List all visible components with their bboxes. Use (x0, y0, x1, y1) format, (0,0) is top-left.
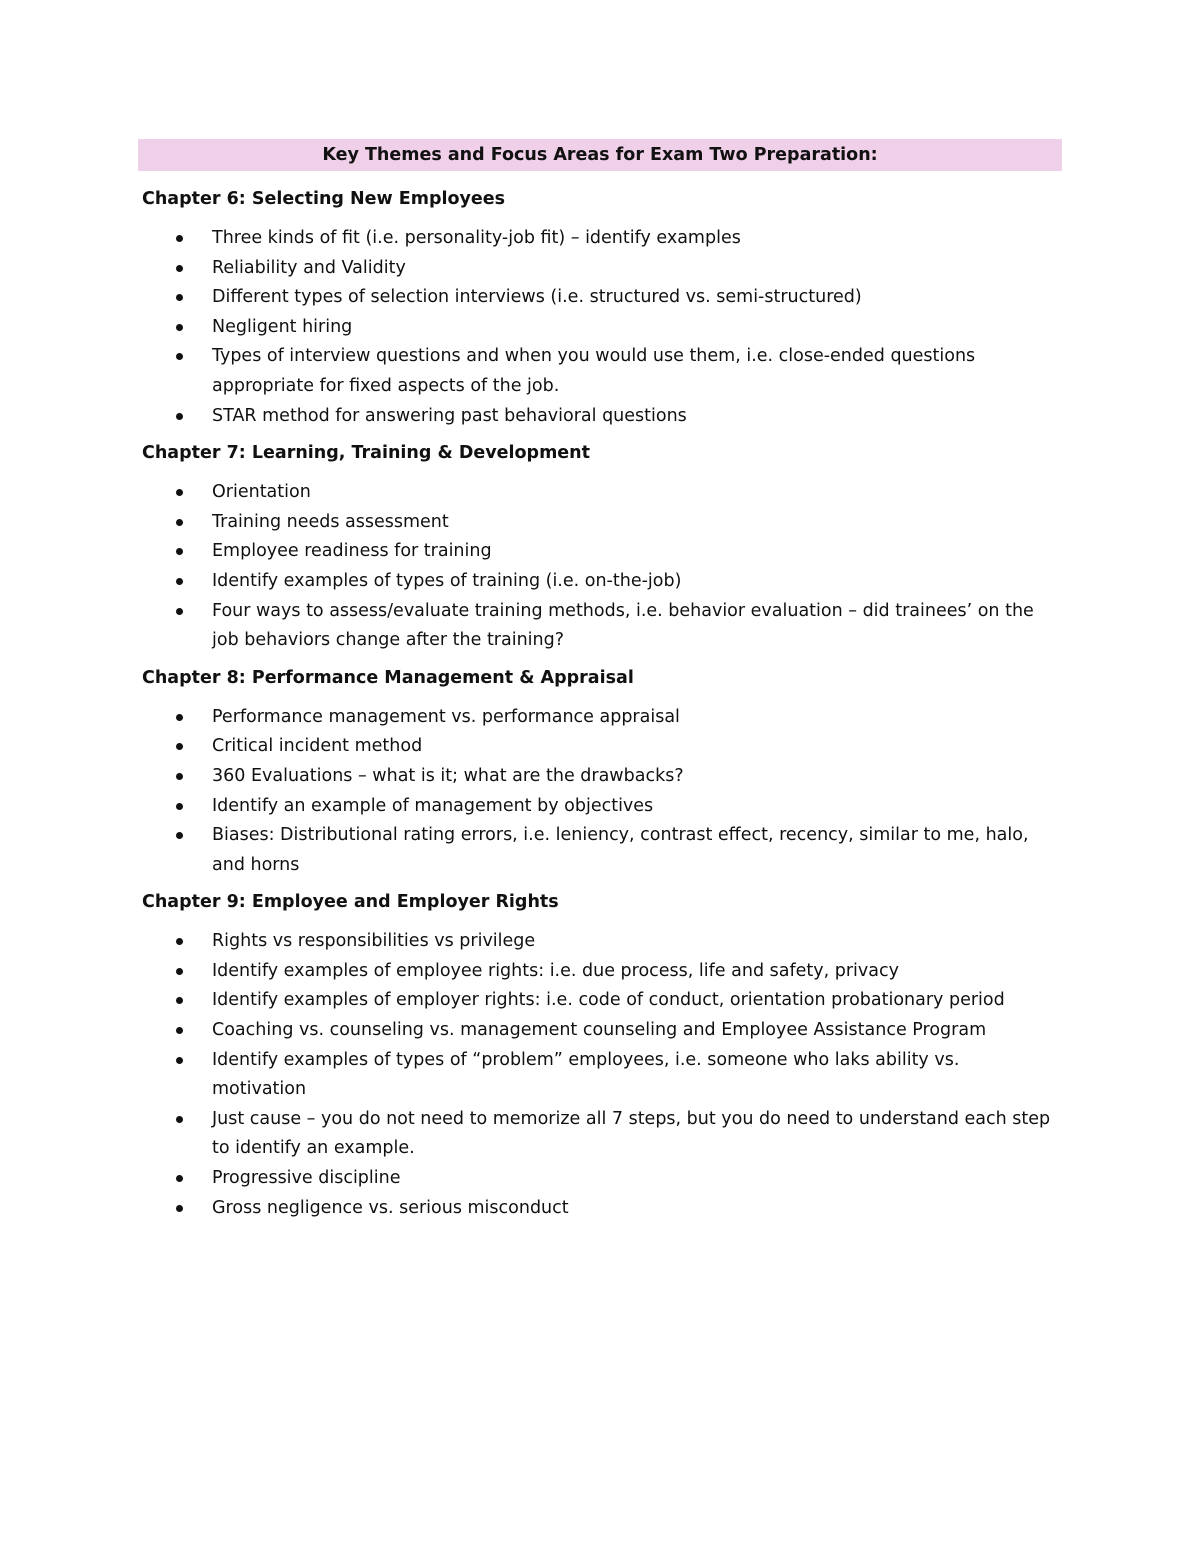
section-chapter-7 (142, 440, 1052, 656)
bullet-icon (176, 413, 183, 420)
list-item-text: Identify examples of employer rights: i.e. code of conduct, orientation probationary period (212, 990, 1005, 1011)
list-item-text: Just cause – you do not need to memorize all 7 steps, but you do need to understand each step to identify an example. (212, 1108, 1051, 1159)
bullet-icon (176, 608, 183, 615)
list-item-text: Coaching vs. counseling vs. management counseling and Employee Assistance Program (212, 1020, 987, 1041)
bullet-list (142, 703, 1052, 881)
list-item (142, 597, 1052, 656)
bullet-icon (176, 1057, 183, 1064)
list-item-text: Identify examples of employee rights: i.e. due process, life and safety, privacy (212, 960, 899, 981)
bullet-icon (176, 743, 183, 750)
bullet-icon (176, 324, 183, 331)
list-item (142, 508, 1052, 538)
list-item (142, 821, 1052, 880)
bullet-icon (176, 548, 183, 555)
bullet-icon (176, 1175, 183, 1182)
bullet-icon (176, 997, 183, 1004)
bullet-icon (176, 489, 183, 496)
list-item-text: Training needs assessment (212, 511, 449, 532)
list-item-text: Rights vs responsibilities vs privilege (212, 931, 536, 952)
list-item-text: Gross negligence vs. serious misconduct (212, 1197, 569, 1218)
list-item (142, 1046, 1052, 1105)
list-item (142, 283, 1052, 313)
list-item (142, 957, 1052, 987)
list-item (142, 342, 1052, 401)
list-item-text: Employee readiness for training (212, 541, 492, 562)
list-item-text: Types of interview questions and when you would use them, i.e. close-ended questions appropriate for fixed aspects of the job. (212, 346, 976, 396)
list-item-text: 360 Evaluations – what is it; what are the drawbacks? (212, 765, 684, 786)
bullet-icon (176, 294, 183, 301)
list-item-text: Progressive discipline (212, 1168, 401, 1189)
bullet-list (142, 927, 1052, 1223)
section-heading: Chapter 7: Learning, Training & Development (142, 443, 590, 464)
bullet-icon (176, 353, 183, 360)
list-item-text: Negligent hiring (212, 316, 353, 337)
list-item (142, 927, 1052, 957)
list-item-text: Reliability and Validity (212, 257, 406, 278)
list-item (142, 792, 1052, 822)
list-item (142, 1164, 1052, 1194)
list-item (142, 1016, 1052, 1046)
bullet-icon (176, 803, 183, 810)
list-item (142, 402, 1052, 432)
list-item-text: Critical incident method (212, 736, 423, 757)
list-item-text: Orientation (212, 482, 311, 503)
bullet-list (142, 478, 1052, 656)
list-item (142, 254, 1052, 284)
bullet-icon (176, 519, 183, 526)
bullet-icon (176, 773, 183, 780)
list-item (142, 537, 1052, 567)
bullet-icon (176, 235, 183, 242)
list-item-text: Performance management vs. performance appraisal (212, 706, 680, 727)
section-chapter-6 (142, 186, 1052, 431)
section-chapter-8 (142, 665, 1052, 881)
list-item (142, 703, 1052, 733)
list-item (142, 986, 1052, 1016)
list-item (142, 762, 1052, 792)
list-item (142, 224, 1052, 254)
bullet-icon (176, 938, 183, 945)
list-item-text: Identify examples of types of training (i.e. on-the-job) (212, 570, 682, 591)
list-item-text: STAR method for answering past behavioral questions (212, 405, 687, 426)
list-item (142, 567, 1052, 597)
bullet-icon (176, 714, 183, 721)
bullet-icon (176, 1027, 183, 1034)
list-item-text: Identify examples of types of “problem” employees, i.e. someone who laks ability vs. motivation (212, 1049, 960, 1100)
bullet-icon (176, 578, 183, 585)
section-heading: Chapter 9: Employee and Employer Rights (142, 892, 559, 913)
list-item (142, 1105, 1052, 1164)
list-item (142, 313, 1052, 343)
section-heading: Chapter 6: Selecting New Employees (142, 189, 506, 209)
page-title: Key Themes and Focus Areas for Exam Two Preparation: (138, 139, 1062, 171)
bullet-icon (176, 832, 183, 839)
bullet-icon (176, 265, 183, 272)
list-item-text: Biases: Distributional rating errors, i.e. leniency, contrast effect, recency, similar to me, halo, and horns (212, 825, 1029, 875)
bullet-icon (176, 1205, 183, 1212)
section-heading: Chapter 8: Performance Management & Appraisal (142, 667, 634, 688)
bullet-icon (176, 968, 183, 975)
list-item-text: Different types of selection interviews (i.e. structured vs. semi-structured) (212, 287, 862, 308)
list-item-text: Identify an example of management by objectives (212, 795, 654, 816)
bullet-icon (176, 1116, 183, 1123)
section-chapter-9 (142, 889, 1052, 1223)
list-item-text: Four ways to assess/evaluate training methods, i.e. behavior evaluation – did trainees’ on the job behaviors change after the training? (212, 600, 1034, 651)
list-item (142, 1194, 1052, 1224)
document-content (142, 186, 1052, 1232)
list-item (142, 478, 1052, 508)
bullet-list (142, 224, 1052, 431)
list-item-text: Three kinds of fit (i.e. personality-job fit) – identify examples (212, 228, 741, 248)
list-item (142, 732, 1052, 762)
